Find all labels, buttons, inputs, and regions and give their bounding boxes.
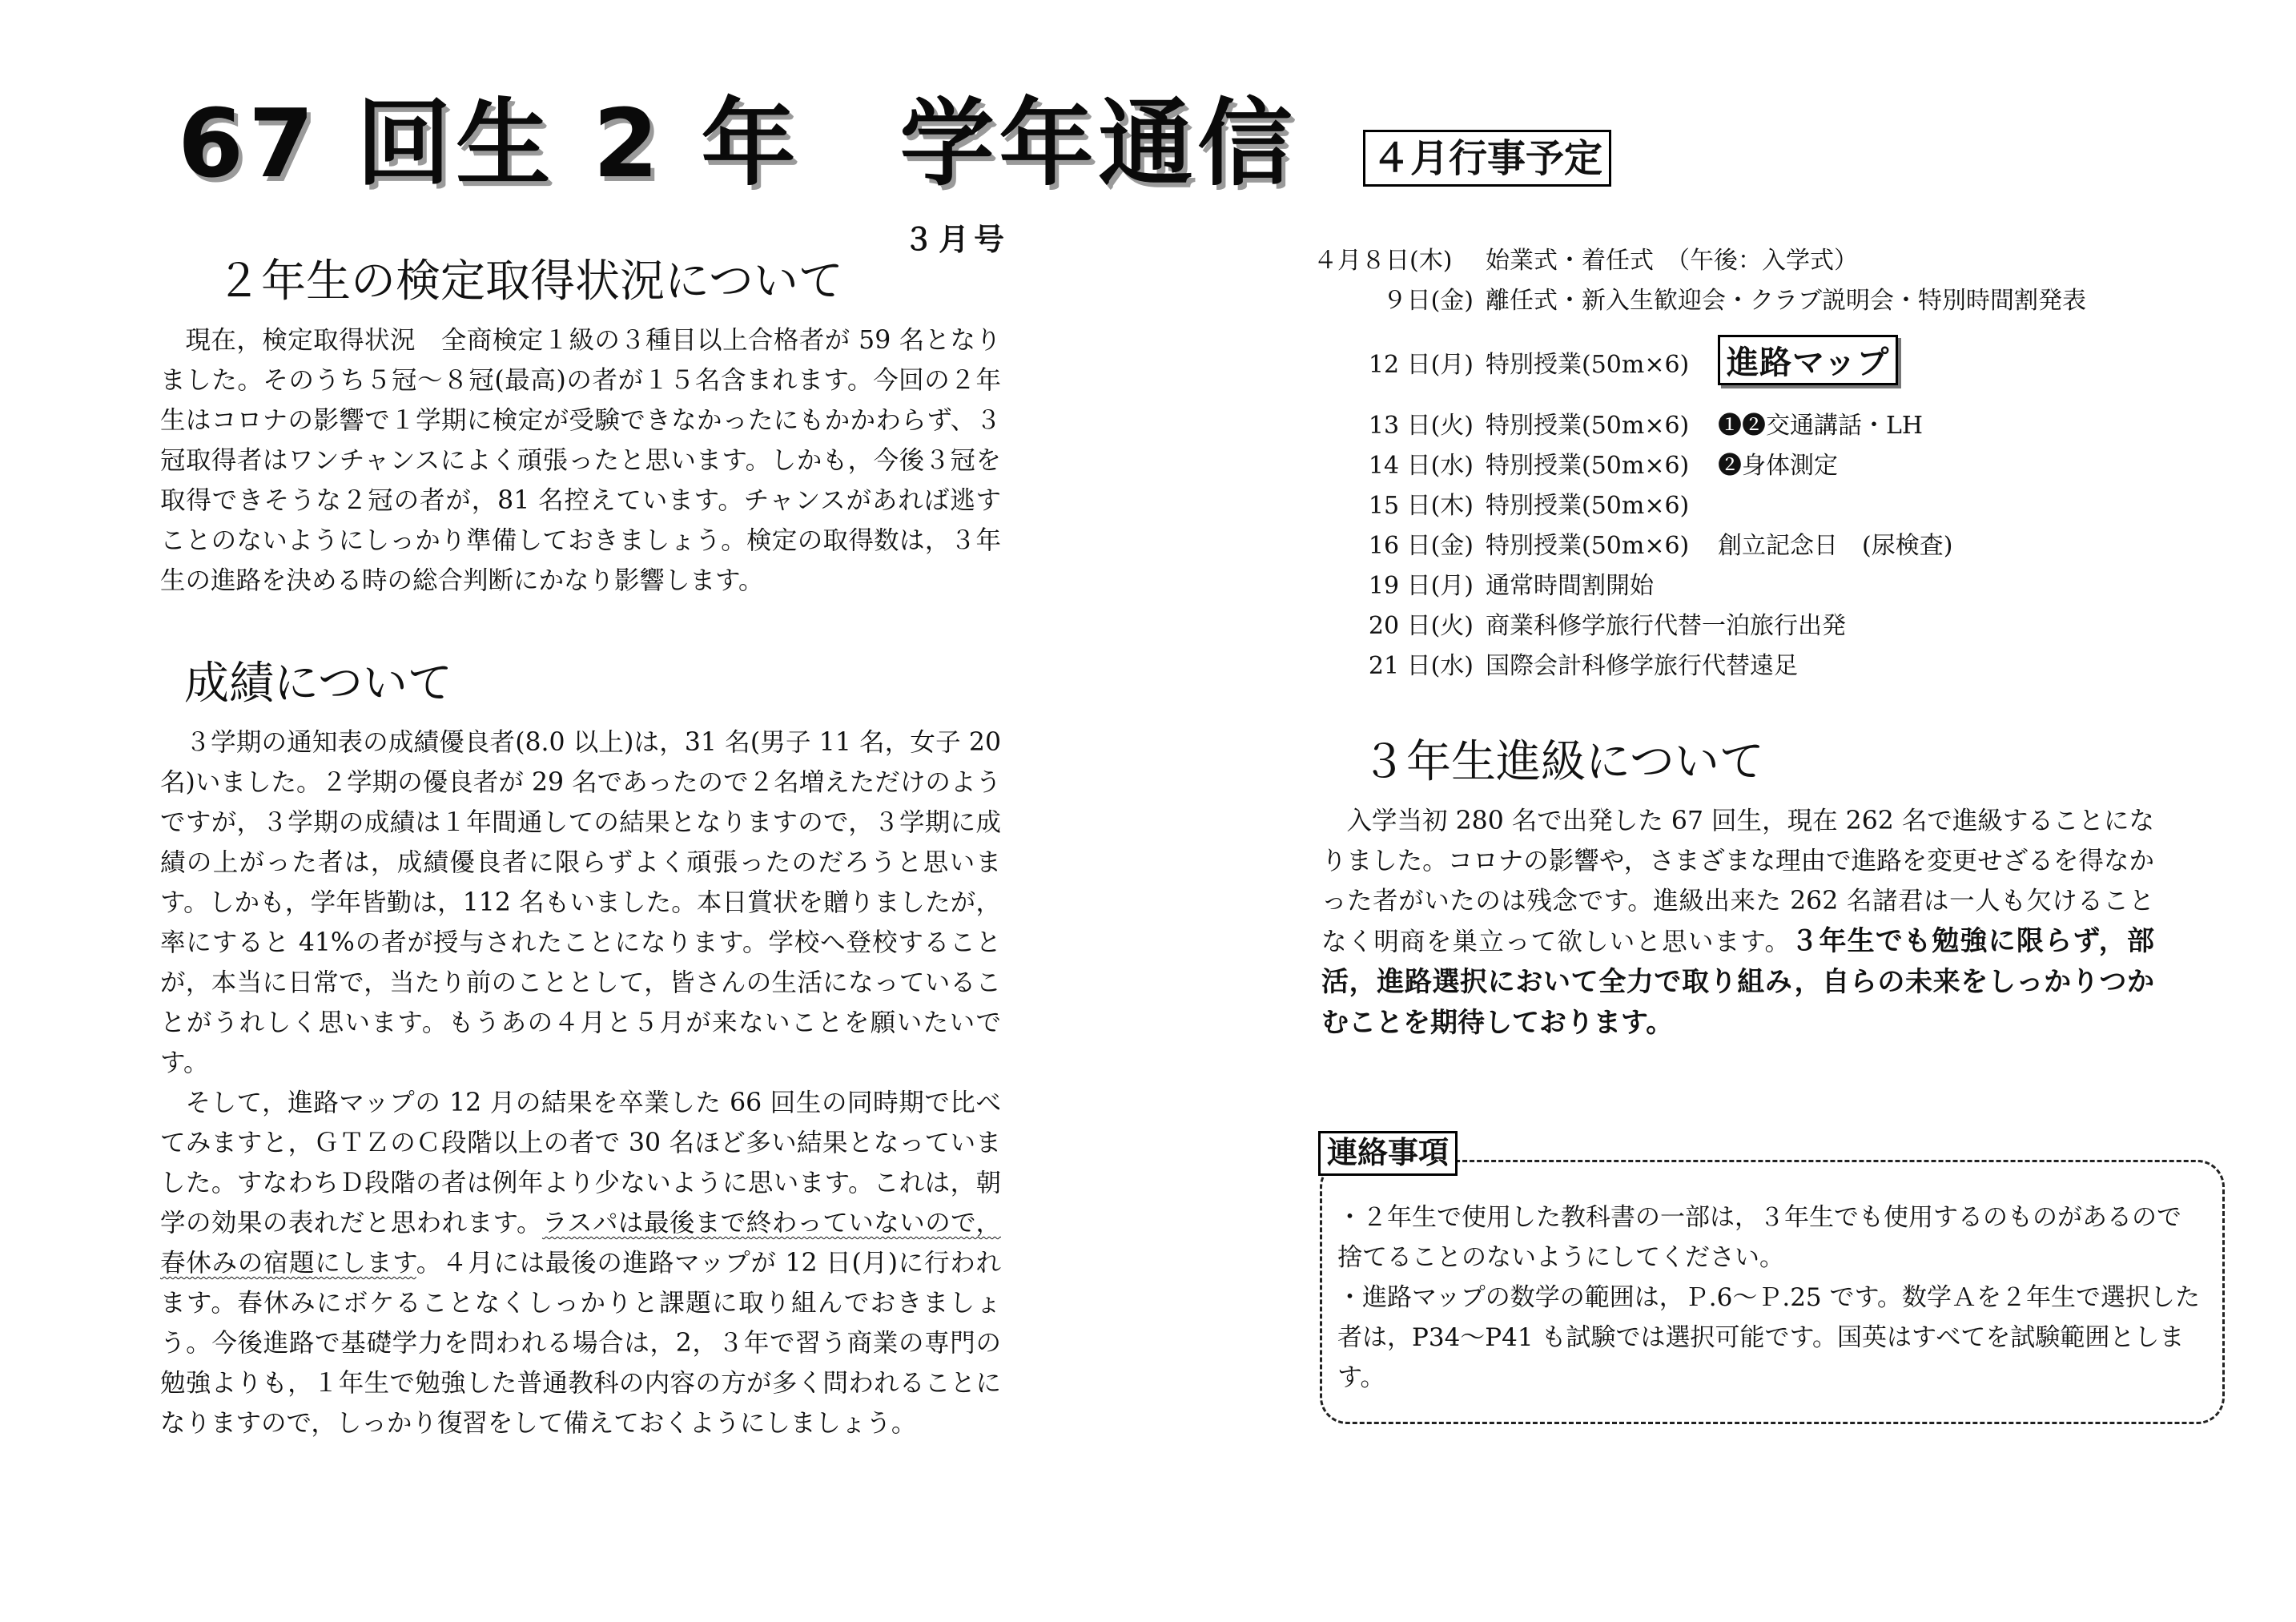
paragraph-certification: 現在，検定取得状況 全商検定１級の３種目以上合格者が 59 名となりました。そのうち５冠～８冠(最高)の者が１５名含まれます。今回の２年生はコロナの影響で１学期に検定が受験できなかったにもかかわらず、３冠取得者はワンチャンスによく頑張ったと思います。しかも，今後３冠を取得できそうな２冠の者が，81 名控えています。チャンスがあれば逃すことのないようにしっかり準備しておきましょう。検定の取得数は，３年生の進路を決める時の総合判断にかなり影響します。 <box>160 326 1001 595</box>
notice-item: ・２年生で使用した教科書の一部は，３年生でも使用するのものがあるので捨てることのないようにしてください。 <box>1337 1203 2181 1272</box>
schedule-desc: 商業科修学旅行代替一泊旅行出発 <box>1486 612 1846 640</box>
paragraph-grades-2-a: そして，進路マップの 12 月の結果を卒業した 66 回生の同時期で比べてみますと，ＧＴＺのＣ段階以上の者で 30 名ほど多い結果となっていました。すなわちＤ段階の者は例年より少ないように思います。これは，朝学の効果の表れだと思われます。 <box>160 1089 1001 1238</box>
schedule-desc: 始業式・着任式 （午後：入学式） <box>1486 247 1858 275</box>
notice-content <box>1337 1197 2202 1398</box>
career-map-badge: 進路マップ <box>1718 335 1898 385</box>
section-heading-grades: 成績について <box>184 658 452 710</box>
schedule-desc: 離任式・新入生歓迎会・クラブ説明会・特別時間割発表 <box>1486 287 2086 315</box>
schedule-date: 12 日(月) <box>1368 351 1474 379</box>
schedule-extra: ❷身体測定 <box>1718 452 1838 480</box>
schedule-row <box>1313 445 1474 482</box>
schedule-row <box>1313 405 1474 442</box>
section-heading-promotion: ３年生進級について <box>1361 736 1764 788</box>
paragraph-grades-2 <box>160 1083 1001 1443</box>
schedule-row <box>1313 525 1474 562</box>
schedule-desc: 特別授業(50m×6) <box>1486 351 1690 379</box>
schedule-title: ４月行事予定 <box>1363 130 1611 187</box>
notice-tag: 連絡事項 <box>1318 1131 1458 1176</box>
schedule-desc: 特別授業(50m×6) <box>1486 452 1690 480</box>
promotion-emphasis: ３年生でも勉強に限らず，部活，進路選択において全力で取り組み，自らの未来をしっかりつかむことを期待しております。 <box>1321 925 2155 1039</box>
issue-label: ３月号 <box>903 222 1010 257</box>
schedule-extra: ❶❷交通講話・LH <box>1718 412 1924 440</box>
schedule-date: ４月８日(木) <box>1313 247 1453 275</box>
schedule-date: 19 日(月) <box>1368 572 1474 600</box>
paragraph-grades-1: ３学期の通知表の成績優良者(8.0 以上)は，31 名(男子 11 名，女子 20 名)いました。２学期の優良者が 29 名であったので２名増えただけのようですが，３学期の成績は１年間通しての結果となりますので，３学期に成績の上がった者は，成績優良者に限らずよく頑張ったのだろうと思います。しかも，学年皆勤は，112 名もいました。本日賞状を贈りましたが，率にすると 41%の者が授与されたことになります。学校へ登校することが，本当に日常で，当たり前のこととして，皆さんの生活になっていることがうれしく思います。もうあの４月と５月が来ないことを願いたいです。 <box>160 728 1001 1077</box>
paragraph-promotion <box>1321 801 2154 1044</box>
schedule-row <box>1313 280 1474 317</box>
schedule-row <box>1313 485 1474 522</box>
promotion-body: 入学当初 280 名で出発した 67 回生，現在 262 名で進級することになりました。コロナの影響や，さまざまな理由で進路を変更せざるを得なかった者がいたのは残念です。進級出来た 262 名諸君は一人も欠けることなく明商を巣立って欲しいと思います。 <box>1321 807 2154 956</box>
schedule-row <box>1313 646 1474 682</box>
schedule-desc: 特別授業(50m×6) <box>1486 492 1690 520</box>
schedule-extra: 創立記念日 (尿検査) <box>1718 532 1953 560</box>
schedule-row <box>1313 344 1474 381</box>
notice-item: ・進路マップの数学の範囲は，Ｐ.6～Ｐ.25 です。数学Ａを２年生で選択した者は，P34～P41 も試験では選択可能です。国英はすべてを試験範囲とします。 <box>1337 1283 2201 1392</box>
section-heading-certification: ２年生の検定取得状況について <box>216 256 843 308</box>
schedule-desc: 国際会計科修学旅行代替遠足 <box>1486 652 1798 680</box>
schedule-desc: 特別授業(50m×6) <box>1486 412 1690 440</box>
homework-notice: ラスパは最後まで終わっていないので，春休みの宿題にします <box>160 1209 1001 1278</box>
schedule-date: ９日(金) <box>1382 287 1474 315</box>
schedule-date: 15 日(木) <box>1368 492 1474 520</box>
schedule-desc: 特別授業(50m×6) <box>1486 532 1690 560</box>
schedule-date: 21 日(水) <box>1368 652 1474 680</box>
paragraph-grades-2-b: 。４月には最後の進路マップが 12 日(月)に行われます。春休みにボケることなくしっかりと課題に取り組んでおきましょう。今後進路で基礎学力を問われる場合は，2，３年で習う商業の専門の勉強よりも，１年生で勉強した普通教科の内容の方が多く問われることになりますので，しっかり復習をして備えておくようにしましょう。 <box>160 1249 1001 1438</box>
schedule-date: 13 日(火) <box>1368 412 1474 440</box>
schedule-date: 16 日(金) <box>1368 532 1474 560</box>
schedule-date: 20 日(火) <box>1368 612 1474 640</box>
schedule-desc: 通常時間割開始 <box>1486 572 1654 600</box>
newsletter-title: 67 回生 2 年 学年通信 <box>178 88 1297 199</box>
schedule-row <box>1313 606 1474 642</box>
schedule-row <box>1313 565 1474 602</box>
schedule-date: 14 日(水) <box>1368 452 1474 480</box>
